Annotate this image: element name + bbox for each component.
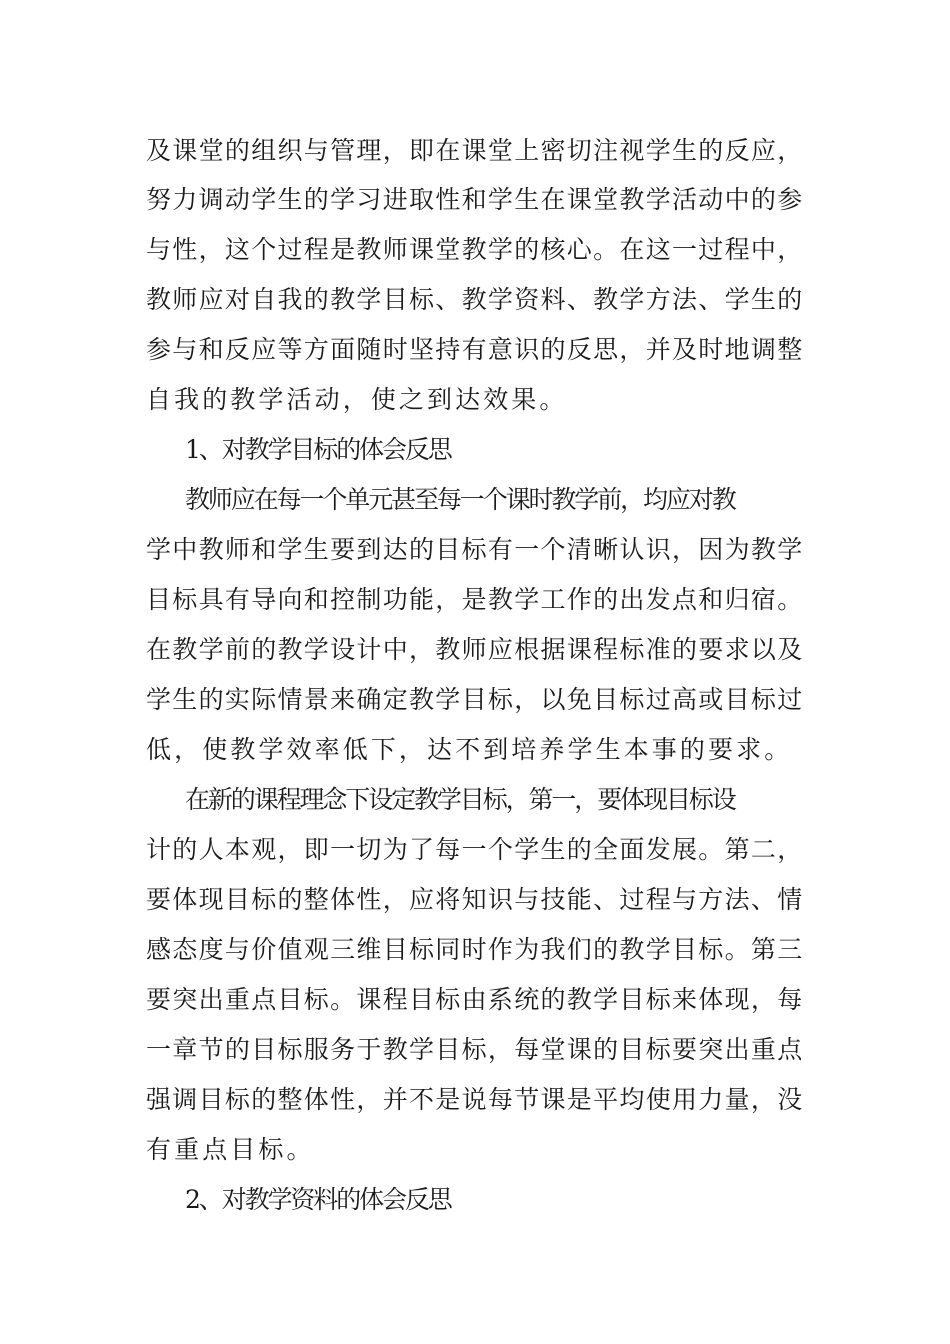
paragraph-line: 强调目标的整体性，并不是说每节课是平均使用力量，没 xyxy=(146,1085,804,1114)
paragraph-line: 有重点目标。 xyxy=(146,1135,315,1164)
paragraph-line: 要体现目标的整体性，应将知识与技能、过程与方法、情 xyxy=(146,885,804,914)
paragraph-line: 一章节的目标服务于教学目标，每堂课的目标要突出重点 xyxy=(146,1035,804,1064)
paragraph-line: 目标具有导向和控制功能，是教学工作的出发点和归宿。 xyxy=(146,585,804,614)
paragraph-line: 教师应对自我的教学目标、教学资料、教学方法、学生的 xyxy=(146,285,804,314)
section-heading: 1、对教学目标的体会反思 xyxy=(185,435,451,464)
paragraph-line: 在教学前的教学设计中，教师应根据课程标准的要求以及 xyxy=(146,635,804,664)
paragraph-line: 自我的教学活动，使之到达效果。 xyxy=(146,385,568,414)
paragraph-line: 与性，这个过程是教师课堂教学的核心。在这一过程中， xyxy=(146,235,804,264)
paragraph-line: 感态度与价值观三维目标同时作为我们的教学目标。第三 xyxy=(146,935,804,964)
paragraph-line: 及课堂的组织与管理，即在课堂上密切注视学生的反应， xyxy=(146,136,804,165)
paragraph-line: 努力调动学生的学习进取性和学生在课堂教学活动中的参 xyxy=(146,185,804,214)
paragraph-line: 计的人本观，即一切为了每一个学生的全面发展。第二， xyxy=(146,835,804,864)
paragraph-line: 要突出重点目标。课程目标由系统的教学目标来体现，每 xyxy=(146,985,804,1014)
paragraph-line: 教师应在每一个单元甚至每一个课时教学前，均应对教 xyxy=(185,485,735,514)
paragraph-line: 参与和反应等方面随时坚持有意识的反思，并及时地调整 xyxy=(146,335,804,364)
section-heading: 2、对教学资料的体会反思 xyxy=(185,1185,451,1214)
paragraph-line: 学生的实际情景来确定教学目标，以免目标过高或目标过 xyxy=(146,685,804,714)
paragraph-line: 学中教师和学生要到达的目标有一个清晰认识，因为教学 xyxy=(146,535,804,564)
paragraph-line: 在新的课程理念下设定教学目标，第一，要体现目标设 xyxy=(185,785,735,814)
paragraph-line: 低，使教学效率低下，达不到培养学生本事的要求。 xyxy=(146,735,793,764)
